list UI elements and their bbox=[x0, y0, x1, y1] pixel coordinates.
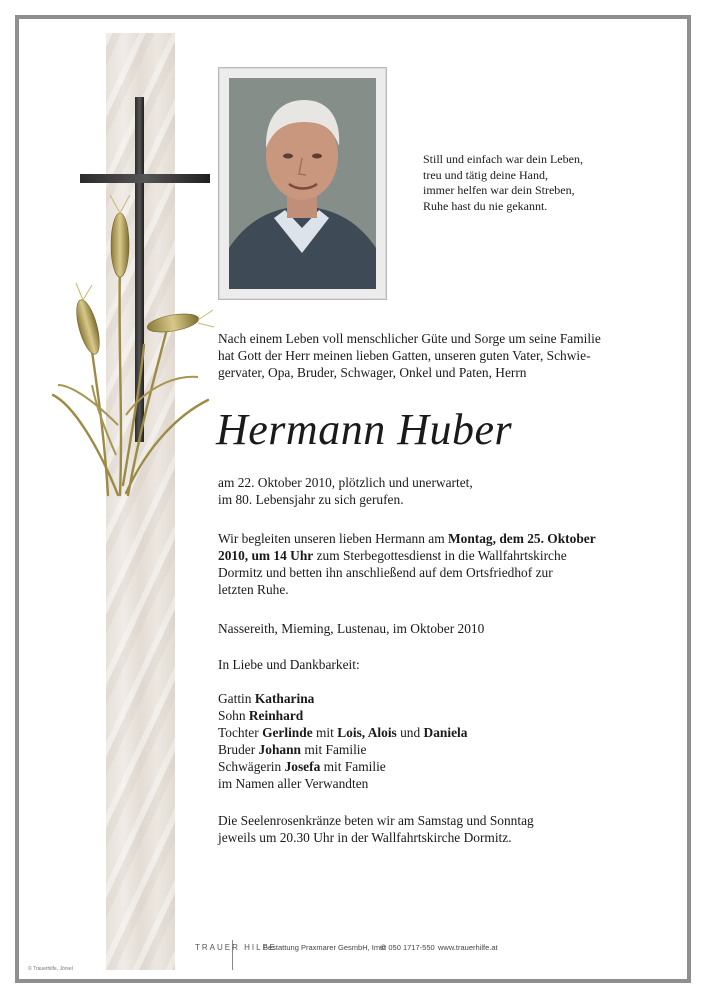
poem-line: immer helfen war dein Streben, bbox=[423, 183, 575, 197]
intro-line: hat Gott der Herr meinen lieben Gatten, unseren guten Vater, Schwie- bbox=[218, 348, 591, 363]
poem bbox=[423, 152, 583, 214]
funeral-line: Wir begleiten unseren lieben Hermann am Montag, dem 25. Oktober bbox=[218, 531, 596, 546]
funeral-text bbox=[218, 530, 596, 598]
intro-text bbox=[218, 330, 601, 381]
intro-line: Nach einem Leben voll menschlicher Güte und Sorge um seine Familie bbox=[218, 331, 601, 346]
cross-and-wheat-icon bbox=[48, 95, 218, 505]
funeral-line: Dormitz und betten ihn anschließend auf dem Ortsfriedhof zur bbox=[218, 565, 553, 580]
funeral-date: Montag, dem 25. Oktober bbox=[448, 531, 596, 546]
portrait-image bbox=[229, 78, 376, 289]
family-list bbox=[218, 690, 467, 792]
family-wife: Gattin Katharina bbox=[218, 691, 315, 706]
rosary-line: jeweils um 20.30 Uhr in der Wallfahrtskirche Dormitz. bbox=[218, 830, 512, 845]
family-son: Sohn Reinhard bbox=[218, 708, 304, 723]
death-text bbox=[218, 474, 473, 508]
footer-brand: TRAUER HILFE bbox=[195, 943, 277, 952]
funeral-time: 2010, um 14 Uhr bbox=[218, 548, 314, 563]
poem-line: Still und einfach war dein Leben, bbox=[423, 152, 583, 166]
death-line: im 80. Lebensjahr zu sich gerufen. bbox=[218, 492, 404, 507]
family-daughter: Tochter Gerlinde mit Lois, Alois und Daniela bbox=[218, 725, 468, 740]
place-date: Nassereith, Mieming, Lustenau, im Oktober 2010 bbox=[218, 621, 485, 636]
family-sister-in-law: Schwägerin Josefa mit Familie bbox=[218, 759, 386, 774]
intro-line: gervater, Opa, Bruder, Schwager, Onkel und Paten, Herrn bbox=[218, 365, 527, 380]
portrait-photo bbox=[218, 67, 387, 300]
gratitude: In Liebe und Dankbarkeit: bbox=[218, 657, 360, 672]
funeral-line: 2010, um 14 Uhr zum Sterbegottesdienst in die Wallfahrtskirche bbox=[218, 548, 567, 563]
family-relatives: im Namen aller Verwandten bbox=[218, 776, 369, 791]
rosary-text bbox=[218, 812, 534, 846]
death-line: am 22. Oktober 2010, plötzlich und unerwartet, bbox=[218, 475, 473, 490]
poem-line: Ruhe hast du nie gekannt. bbox=[423, 198, 548, 213]
footer-company: Bestattung Praxmarer GesmbH, Imst bbox=[263, 943, 386, 952]
family-brother: Bruder Johann mit Familie bbox=[218, 742, 367, 757]
poem-line: treu und tätig deine Hand, bbox=[423, 167, 548, 182]
footer-phone: ✆ 050 1717-550 bbox=[380, 943, 435, 952]
copyright: © Trauerhilfe, Jörsel bbox=[28, 966, 73, 972]
footer-web: www.trauerhilfe.at bbox=[438, 943, 498, 952]
funeral-line: letzten Ruhe. bbox=[218, 582, 289, 597]
rosary-line: Die Seelenrosenkränze beten wir am Samstag und Sonntag bbox=[218, 813, 534, 828]
deceased-name: Hermann Huber bbox=[216, 405, 513, 454]
